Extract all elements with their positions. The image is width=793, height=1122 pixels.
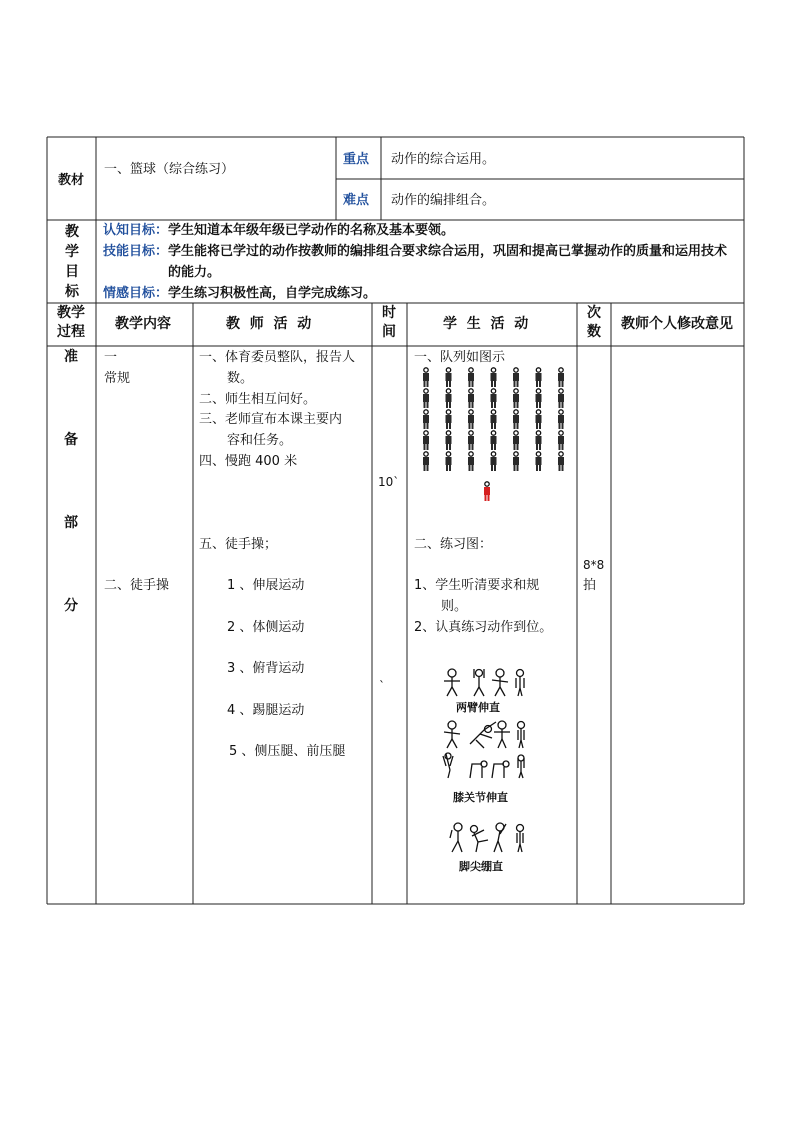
content-item1-num: 一 — [104, 350, 118, 365]
student-line-2: 二、练习图： — [414, 537, 493, 552]
stick-figures-toes — [444, 822, 534, 854]
student-figure — [536, 452, 542, 471]
student-figure — [446, 410, 452, 429]
jiaocai-value: 一、篮球（综合练习） — [104, 162, 235, 177]
teacher-line-1a: 一、体育委员整队，报告人 — [199, 350, 356, 365]
count-unit: 拍 — [583, 578, 597, 593]
teacher-figure — [484, 482, 490, 501]
student-figure — [558, 452, 564, 471]
teacher-line-3b: 容和任务。 — [227, 433, 293, 448]
stick-figures-knees — [440, 720, 530, 782]
goals-label: 教 学 目 标 — [65, 224, 79, 300]
time-value-1: 10` — [378, 475, 400, 489]
student-figure — [468, 389, 474, 408]
section-char-3: 部 — [64, 515, 78, 531]
col-count: 次数 — [587, 305, 601, 340]
goal-cognitive: 认知目标：学生知道本年级年级已学动作的名称及基本要领。 — [103, 223, 455, 238]
student-figure — [558, 431, 564, 450]
student-figure — [491, 410, 497, 429]
formation-diagram — [414, 366, 574, 506]
teacher-line-3a: 三、老师宣布本课主要内 — [199, 412, 343, 427]
nandian-value: 动作的编排组合。 — [391, 193, 496, 208]
section-char-1: 准 — [64, 349, 78, 365]
student-figure — [513, 452, 519, 471]
student-figure — [491, 431, 497, 450]
col-process: 教学过程 — [57, 305, 85, 340]
time-value-2: ` — [379, 679, 385, 693]
student-figure — [536, 410, 542, 429]
student-figure — [446, 431, 452, 450]
student-figure — [423, 452, 429, 471]
student-figure — [558, 368, 564, 387]
student-figure — [446, 368, 452, 387]
goal-skill: 技能目标：学生能将已学过的动作按教师的编排组合要求综合运用，巩固和提高已掌握动作的质量和运用技术的能力。 — [103, 241, 743, 283]
student-figure — [468, 410, 474, 429]
student-figure — [491, 389, 497, 408]
col-teacher: 教 师 活 动 — [226, 316, 312, 332]
teacher-line-5: 五、徒手操； — [199, 537, 278, 552]
teacher-exercise-5: 5 、侧压腿、前压腿 — [229, 744, 346, 759]
student-line-3a: 1、学生听清要求和规 — [414, 578, 540, 593]
col-content: 教学内容 — [115, 316, 171, 332]
student-figure — [536, 389, 542, 408]
teacher-exercise-4: 4 、踢腿运动 — [227, 703, 305, 718]
student-figure — [423, 389, 429, 408]
student-figure — [491, 452, 497, 471]
col-student: 学 生 活 动 — [443, 316, 529, 332]
content-item1-text: 常规 — [104, 371, 131, 386]
student-figure — [423, 410, 429, 429]
section-char-2: 备 — [64, 432, 78, 448]
student-figure — [491, 368, 497, 387]
student-figure — [513, 410, 519, 429]
count-value: 8*8 — [583, 558, 605, 572]
zhongdian-label: 重点 — [343, 152, 370, 167]
caption-arms: 两臂伸直 — [456, 701, 500, 714]
nandian-label: 难点 — [343, 193, 370, 208]
col-time: 时间 — [382, 305, 396, 340]
student-figure — [468, 368, 474, 387]
student-figure — [513, 431, 519, 450]
teacher-line-2: 二、师生相互问好。 — [199, 392, 317, 407]
caption-knees: 膝关节伸直 — [453, 791, 508, 804]
teacher-line-4: 四、慢跑 400 米 — [199, 454, 298, 469]
student-figure — [468, 431, 474, 450]
student-figure — [536, 431, 542, 450]
student-figure — [558, 389, 564, 408]
col-revise: 教师个人修改意见 — [621, 316, 733, 332]
student-figure — [423, 368, 429, 387]
student-line-3b: 则。 — [441, 599, 468, 614]
stick-figures-arms — [440, 668, 530, 698]
student-figure — [513, 368, 519, 387]
student-figure — [446, 389, 452, 408]
student-figure — [468, 452, 474, 471]
goal-skill-text: 学生能将已学过的动作按教师的编排组合要求综合运用，巩固和提高已掌握动作的质量和运用技术的能力。 — [168, 244, 728, 280]
teacher-exercise-2: 2 、体侧运动 — [227, 620, 305, 635]
student-figure — [423, 431, 429, 450]
student-line-1: 一、队列如图示 — [414, 350, 506, 365]
teacher-exercise-3: 3 、俯背运动 — [227, 661, 305, 676]
student-line-4: 2、认真练习动作到位。 — [414, 620, 553, 635]
teacher-exercise-1: 1 、伸展运动 — [227, 578, 305, 593]
section-char-4: 分 — [64, 598, 78, 614]
student-figure — [513, 389, 519, 408]
goal-affective: 情感目标：学生练习积极性高，自学完成练习。 — [103, 286, 377, 301]
jiaocai-label: 教材 — [58, 173, 85, 188]
student-figure — [558, 410, 564, 429]
caption-toes: 脚尖绷直 — [459, 860, 503, 873]
content-item2: 二、徒手操 — [104, 578, 170, 593]
zhongdian-value: 动作的综合运用。 — [391, 152, 496, 167]
student-figure — [536, 368, 542, 387]
teacher-line-1b: 数。 — [227, 371, 254, 386]
student-figure — [446, 452, 452, 471]
